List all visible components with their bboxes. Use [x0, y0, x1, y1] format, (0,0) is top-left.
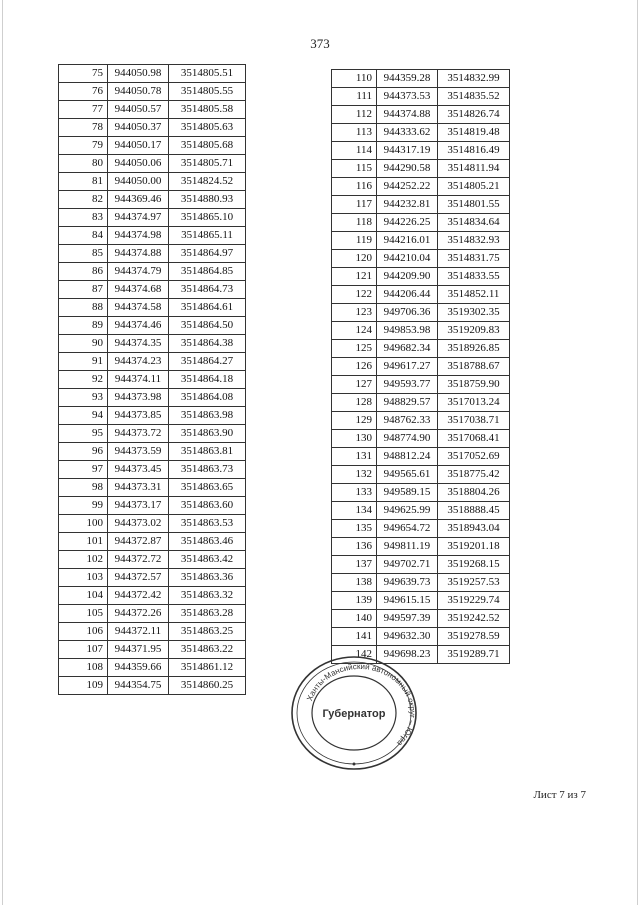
coordinates-table-right — [331, 69, 510, 664]
x-coordinate-cell: 944359.66 — [108, 659, 169, 677]
y-coordinate-cell: 3514863.25 — [169, 623, 246, 641]
table-row — [59, 137, 246, 155]
page-number: 373 — [310, 36, 330, 51]
seal-center-text: Губернатор — [322, 708, 386, 720]
table-row — [332, 268, 510, 286]
y-coordinate-cell: 3514833.55 — [438, 268, 510, 286]
scan-edge-left — [2, 0, 3, 905]
point-number-cell: 111 — [332, 88, 377, 106]
x-coordinate-cell: 944372.26 — [108, 605, 169, 623]
x-coordinate-cell: 944290.58 — [377, 160, 438, 178]
x-coordinate-cell: 944359.28 — [377, 70, 438, 88]
point-number-cell: 96 — [59, 443, 108, 461]
point-number-cell: 83 — [59, 209, 108, 227]
table-row — [332, 376, 510, 394]
table-row — [332, 448, 510, 466]
x-coordinate-cell: 949811.19 — [377, 538, 438, 556]
table-row — [332, 538, 510, 556]
y-coordinate-cell: 3514864.73 — [169, 281, 246, 299]
y-coordinate-cell: 3517068.41 — [438, 430, 510, 448]
table-row — [59, 281, 246, 299]
y-coordinate-cell: 3518888.45 — [438, 502, 510, 520]
x-coordinate-cell: 944333.62 — [377, 124, 438, 142]
point-number-cell: 137 — [332, 556, 377, 574]
table-row — [332, 124, 510, 142]
point-number-cell: 77 — [59, 101, 108, 119]
table-row — [332, 574, 510, 592]
point-number-cell: 140 — [332, 610, 377, 628]
table-row — [332, 178, 510, 196]
point-number-cell: 129 — [332, 412, 377, 430]
table-row — [332, 412, 510, 430]
x-coordinate-cell: 944373.31 — [108, 479, 169, 497]
x-coordinate-cell: 949615.15 — [377, 592, 438, 610]
point-number-cell: 116 — [332, 178, 377, 196]
point-number-cell: 126 — [332, 358, 377, 376]
x-coordinate-cell: 944050.98 — [108, 65, 169, 83]
point-number-cell: 113 — [332, 124, 377, 142]
point-number-cell: 97 — [59, 461, 108, 479]
table-row — [59, 587, 246, 605]
x-coordinate-cell: 948812.24 — [377, 448, 438, 466]
point-number-cell: 105 — [59, 605, 108, 623]
x-coordinate-cell: 949853.98 — [377, 322, 438, 340]
x-coordinate-cell: 944226.25 — [377, 214, 438, 232]
point-number-cell: 120 — [332, 250, 377, 268]
point-number-cell: 124 — [332, 322, 377, 340]
table-row — [59, 605, 246, 623]
table-row — [332, 502, 510, 520]
point-number-cell: 84 — [59, 227, 108, 245]
table-row — [332, 556, 510, 574]
table-row — [59, 83, 246, 101]
y-coordinate-cell: 3514880.93 — [169, 191, 246, 209]
y-coordinate-cell: 3514852.11 — [438, 286, 510, 304]
y-coordinate-cell: 3514863.73 — [169, 461, 246, 479]
table-row — [332, 196, 510, 214]
y-coordinate-cell: 3514863.60 — [169, 497, 246, 515]
table-row — [59, 353, 246, 371]
coordinates-table-left — [58, 64, 246, 695]
x-coordinate-cell: 944373.98 — [108, 389, 169, 407]
point-number-cell: 104 — [59, 587, 108, 605]
y-coordinate-cell: 3514863.32 — [169, 587, 246, 605]
y-coordinate-cell: 3519209.83 — [438, 322, 510, 340]
y-coordinate-cell: 3514864.08 — [169, 389, 246, 407]
point-number-cell: 79 — [59, 137, 108, 155]
y-coordinate-cell: 3514816.49 — [438, 142, 510, 160]
point-number-cell: 92 — [59, 371, 108, 389]
y-coordinate-cell: 3514863.90 — [169, 425, 246, 443]
table-row — [59, 533, 246, 551]
y-coordinate-cell: 3514834.64 — [438, 214, 510, 232]
table-row — [59, 155, 246, 173]
table-row — [59, 677, 246, 695]
point-number-cell: 103 — [59, 569, 108, 587]
y-coordinate-cell: 3514805.55 — [169, 83, 246, 101]
y-coordinate-cell: 3514811.94 — [438, 160, 510, 178]
y-coordinate-cell: 3514863.81 — [169, 443, 246, 461]
x-coordinate-cell: 944210.04 — [377, 250, 438, 268]
y-coordinate-cell: 3519302.35 — [438, 304, 510, 322]
sheet-counter: Лист 7 из 7 — [533, 789, 586, 801]
table-row — [59, 551, 246, 569]
x-coordinate-cell: 944373.59 — [108, 443, 169, 461]
x-coordinate-cell: 944232.81 — [377, 196, 438, 214]
x-coordinate-cell: 944372.57 — [108, 569, 169, 587]
table-row — [332, 250, 510, 268]
y-coordinate-cell: 3514864.97 — [169, 245, 246, 263]
point-number-cell: 99 — [59, 497, 108, 515]
x-coordinate-cell: 949593.77 — [377, 376, 438, 394]
point-number-cell: 101 — [59, 533, 108, 551]
table-row — [59, 479, 246, 497]
y-coordinate-cell: 3514863.53 — [169, 515, 246, 533]
x-coordinate-cell: 944373.72 — [108, 425, 169, 443]
y-coordinate-cell: 3517013.24 — [438, 394, 510, 412]
x-coordinate-cell: 944050.57 — [108, 101, 169, 119]
y-coordinate-cell: 3514861.12 — [169, 659, 246, 677]
table-row — [332, 466, 510, 484]
y-coordinate-cell: 3514832.99 — [438, 70, 510, 88]
table-row — [59, 101, 246, 119]
point-number-cell: 128 — [332, 394, 377, 412]
table-row — [59, 389, 246, 407]
y-coordinate-cell: 3519289.71 — [438, 646, 510, 664]
table-row — [59, 641, 246, 659]
table-row — [332, 520, 510, 538]
point-number-cell: 110 — [332, 70, 377, 88]
table-row — [59, 227, 246, 245]
point-number-cell: 93 — [59, 389, 108, 407]
x-coordinate-cell: 944374.79 — [108, 263, 169, 281]
table-row — [59, 209, 246, 227]
point-number-cell: 98 — [59, 479, 108, 497]
table-row — [59, 659, 246, 677]
y-coordinate-cell: 3514801.55 — [438, 196, 510, 214]
x-coordinate-cell: 949639.73 — [377, 574, 438, 592]
table-row — [332, 160, 510, 178]
x-coordinate-cell: 944050.00 — [108, 173, 169, 191]
table-row — [59, 497, 246, 515]
x-coordinate-cell: 949625.99 — [377, 502, 438, 520]
table-row — [332, 394, 510, 412]
table-row — [332, 70, 510, 88]
point-number-cell: 107 — [59, 641, 108, 659]
y-coordinate-cell: 3514832.93 — [438, 232, 510, 250]
y-coordinate-cell: 3518788.67 — [438, 358, 510, 376]
point-number-cell: 87 — [59, 281, 108, 299]
table-row — [59, 461, 246, 479]
point-number-cell: 134 — [332, 502, 377, 520]
x-coordinate-cell: 949597.39 — [377, 610, 438, 628]
point-number-cell: 95 — [59, 425, 108, 443]
table-row — [332, 628, 510, 646]
y-coordinate-cell: 3514805.71 — [169, 155, 246, 173]
point-number-cell: 75 — [59, 65, 108, 83]
y-coordinate-cell: 3519242.52 — [438, 610, 510, 628]
point-number-cell: 139 — [332, 592, 377, 610]
y-coordinate-cell: 3519268.15 — [438, 556, 510, 574]
point-number-cell: 138 — [332, 574, 377, 592]
point-number-cell: 133 — [332, 484, 377, 502]
x-coordinate-cell: 944374.98 — [108, 227, 169, 245]
table-row — [332, 340, 510, 358]
point-number-cell: 131 — [332, 448, 377, 466]
table-row — [59, 317, 246, 335]
y-coordinate-cell: 3514864.18 — [169, 371, 246, 389]
table-row — [332, 358, 510, 376]
x-coordinate-cell: 949702.71 — [377, 556, 438, 574]
point-number-cell: 109 — [59, 677, 108, 695]
x-coordinate-cell: 949682.34 — [377, 340, 438, 358]
y-coordinate-cell: 3514863.46 — [169, 533, 246, 551]
x-coordinate-cell: 944371.95 — [108, 641, 169, 659]
y-coordinate-cell: 3514805.51 — [169, 65, 246, 83]
point-number-cell: 123 — [332, 304, 377, 322]
y-coordinate-cell: 3519201.18 — [438, 538, 510, 556]
point-number-cell: 141 — [332, 628, 377, 646]
table-row — [59, 299, 246, 317]
y-coordinate-cell: 3514864.85 — [169, 263, 246, 281]
x-coordinate-cell: 944050.17 — [108, 137, 169, 155]
point-number-cell: 108 — [59, 659, 108, 677]
x-coordinate-cell: 944374.88 — [108, 245, 169, 263]
point-number-cell: 114 — [332, 142, 377, 160]
x-coordinate-cell: 944209.90 — [377, 268, 438, 286]
y-coordinate-cell: 3514805.21 — [438, 178, 510, 196]
y-coordinate-cell: 3518943.04 — [438, 520, 510, 538]
point-number-cell: 142 — [332, 646, 377, 664]
point-number-cell: 106 — [59, 623, 108, 641]
point-number-cell: 82 — [59, 191, 108, 209]
y-coordinate-cell: 3514863.28 — [169, 605, 246, 623]
y-coordinate-cell: 3518926.85 — [438, 340, 510, 358]
table-row — [332, 286, 510, 304]
y-coordinate-cell: 3514864.50 — [169, 317, 246, 335]
point-number-cell: 86 — [59, 263, 108, 281]
governor-seal — [288, 653, 420, 773]
x-coordinate-cell: 944050.37 — [108, 119, 169, 137]
table-row — [332, 142, 510, 160]
point-number-cell: 81 — [59, 173, 108, 191]
point-number-cell: 125 — [332, 340, 377, 358]
y-coordinate-cell: 3514824.52 — [169, 173, 246, 191]
point-number-cell: 121 — [332, 268, 377, 286]
point-number-cell: 112 — [332, 106, 377, 124]
x-coordinate-cell: 944374.88 — [377, 106, 438, 124]
table-row — [332, 214, 510, 232]
table-row — [332, 106, 510, 124]
y-coordinate-cell: 3518775.42 — [438, 466, 510, 484]
table-row — [59, 65, 246, 83]
x-coordinate-cell: 944372.11 — [108, 623, 169, 641]
table-row — [59, 515, 246, 533]
y-coordinate-cell: 3514864.27 — [169, 353, 246, 371]
point-number-cell: 130 — [332, 430, 377, 448]
y-coordinate-cell: 3514860.25 — [169, 677, 246, 695]
point-number-cell: 127 — [332, 376, 377, 394]
point-number-cell: 135 — [332, 520, 377, 538]
table-row — [332, 322, 510, 340]
y-coordinate-cell: 3514865.11 — [169, 227, 246, 245]
table-row — [332, 304, 510, 322]
point-number-cell: 118 — [332, 214, 377, 232]
x-coordinate-cell: 944369.46 — [108, 191, 169, 209]
point-number-cell: 122 — [332, 286, 377, 304]
point-number-cell: 76 — [59, 83, 108, 101]
y-coordinate-cell: 3514864.38 — [169, 335, 246, 353]
x-coordinate-cell: 944206.44 — [377, 286, 438, 304]
point-number-cell: 119 — [332, 232, 377, 250]
table-row — [332, 610, 510, 628]
y-coordinate-cell: 3514805.63 — [169, 119, 246, 137]
table-row — [59, 569, 246, 587]
x-coordinate-cell: 944374.68 — [108, 281, 169, 299]
table-row — [332, 430, 510, 448]
x-coordinate-cell: 944374.23 — [108, 353, 169, 371]
x-coordinate-cell: 944252.22 — [377, 178, 438, 196]
point-number-cell: 78 — [59, 119, 108, 137]
table-row — [332, 484, 510, 502]
y-coordinate-cell: 3517052.69 — [438, 448, 510, 466]
y-coordinate-cell: 3514835.52 — [438, 88, 510, 106]
y-coordinate-cell: 3514819.48 — [438, 124, 510, 142]
table-row — [59, 263, 246, 281]
x-coordinate-cell: 944317.19 — [377, 142, 438, 160]
y-coordinate-cell: 3519257.53 — [438, 574, 510, 592]
table-row — [59, 119, 246, 137]
table-row — [59, 335, 246, 353]
point-number-cell: 85 — [59, 245, 108, 263]
x-coordinate-cell: 944354.75 — [108, 677, 169, 695]
x-coordinate-cell: 949654.72 — [377, 520, 438, 538]
x-coordinate-cell: 944373.02 — [108, 515, 169, 533]
point-number-cell: 136 — [332, 538, 377, 556]
point-number-cell: 132 — [332, 466, 377, 484]
point-number-cell: 117 — [332, 196, 377, 214]
x-coordinate-cell: 944372.42 — [108, 587, 169, 605]
table-row — [59, 623, 246, 641]
y-coordinate-cell: 3518759.90 — [438, 376, 510, 394]
point-number-cell: 102 — [59, 551, 108, 569]
table-row — [59, 191, 246, 209]
y-coordinate-cell: 3514826.74 — [438, 106, 510, 124]
x-coordinate-cell: 944374.11 — [108, 371, 169, 389]
x-coordinate-cell: 949617.27 — [377, 358, 438, 376]
x-coordinate-cell: 948829.57 — [377, 394, 438, 412]
table-row — [59, 407, 246, 425]
point-number-cell: 88 — [59, 299, 108, 317]
x-coordinate-cell: 944050.78 — [108, 83, 169, 101]
x-coordinate-cell: 944373.53 — [377, 88, 438, 106]
scan-edge-right — [637, 0, 638, 905]
x-coordinate-cell: 944373.45 — [108, 461, 169, 479]
table-row — [59, 443, 246, 461]
point-number-cell: 94 — [59, 407, 108, 425]
y-coordinate-cell: 3514864.61 — [169, 299, 246, 317]
y-coordinate-cell: 3514863.65 — [169, 479, 246, 497]
y-coordinate-cell: 3519278.59 — [438, 628, 510, 646]
table-row — [59, 425, 246, 443]
y-coordinate-cell: 3514805.68 — [169, 137, 246, 155]
y-coordinate-cell: 3514865.10 — [169, 209, 246, 227]
table-row — [59, 173, 246, 191]
y-coordinate-cell: 3514831.75 — [438, 250, 510, 268]
x-coordinate-cell: 944374.97 — [108, 209, 169, 227]
y-coordinate-cell: 3517038.71 — [438, 412, 510, 430]
table-row — [332, 592, 510, 610]
seal-ring-text: Ханты-Мансийский автономный округ – Югра — [305, 661, 418, 748]
y-coordinate-cell: 3514863.42 — [169, 551, 246, 569]
y-coordinate-cell: 3514863.98 — [169, 407, 246, 425]
x-coordinate-cell: 944373.85 — [108, 407, 169, 425]
x-coordinate-cell: 949565.61 — [377, 466, 438, 484]
x-coordinate-cell: 949698.23 — [377, 646, 438, 664]
point-number-cell: 90 — [59, 335, 108, 353]
point-number-cell: 91 — [59, 353, 108, 371]
x-coordinate-cell: 944216.01 — [377, 232, 438, 250]
point-number-cell: 89 — [59, 317, 108, 335]
y-coordinate-cell: 3518804.26 — [438, 484, 510, 502]
table-row — [332, 232, 510, 250]
y-coordinate-cell: 3514863.22 — [169, 641, 246, 659]
x-coordinate-cell: 944373.17 — [108, 497, 169, 515]
table-row — [332, 88, 510, 106]
y-coordinate-cell: 3514863.36 — [169, 569, 246, 587]
x-coordinate-cell: 948762.33 — [377, 412, 438, 430]
point-number-cell: 100 — [59, 515, 108, 533]
x-coordinate-cell: 949589.15 — [377, 484, 438, 502]
table-row — [59, 371, 246, 389]
x-coordinate-cell: 944050.06 — [108, 155, 169, 173]
x-coordinate-cell: 944374.46 — [108, 317, 169, 335]
x-coordinate-cell: 949706.36 — [377, 304, 438, 322]
y-coordinate-cell: 3519229.74 — [438, 592, 510, 610]
point-number-cell: 80 — [59, 155, 108, 173]
x-coordinate-cell: 948774.90 — [377, 430, 438, 448]
point-number-cell: 115 — [332, 160, 377, 178]
x-coordinate-cell: 944374.58 — [108, 299, 169, 317]
x-coordinate-cell: 944372.87 — [108, 533, 169, 551]
x-coordinate-cell: 944372.72 — [108, 551, 169, 569]
x-coordinate-cell: 944374.35 — [108, 335, 169, 353]
y-coordinate-cell: 3514805.58 — [169, 101, 246, 119]
x-coordinate-cell: 949632.30 — [377, 628, 438, 646]
table-row — [59, 245, 246, 263]
